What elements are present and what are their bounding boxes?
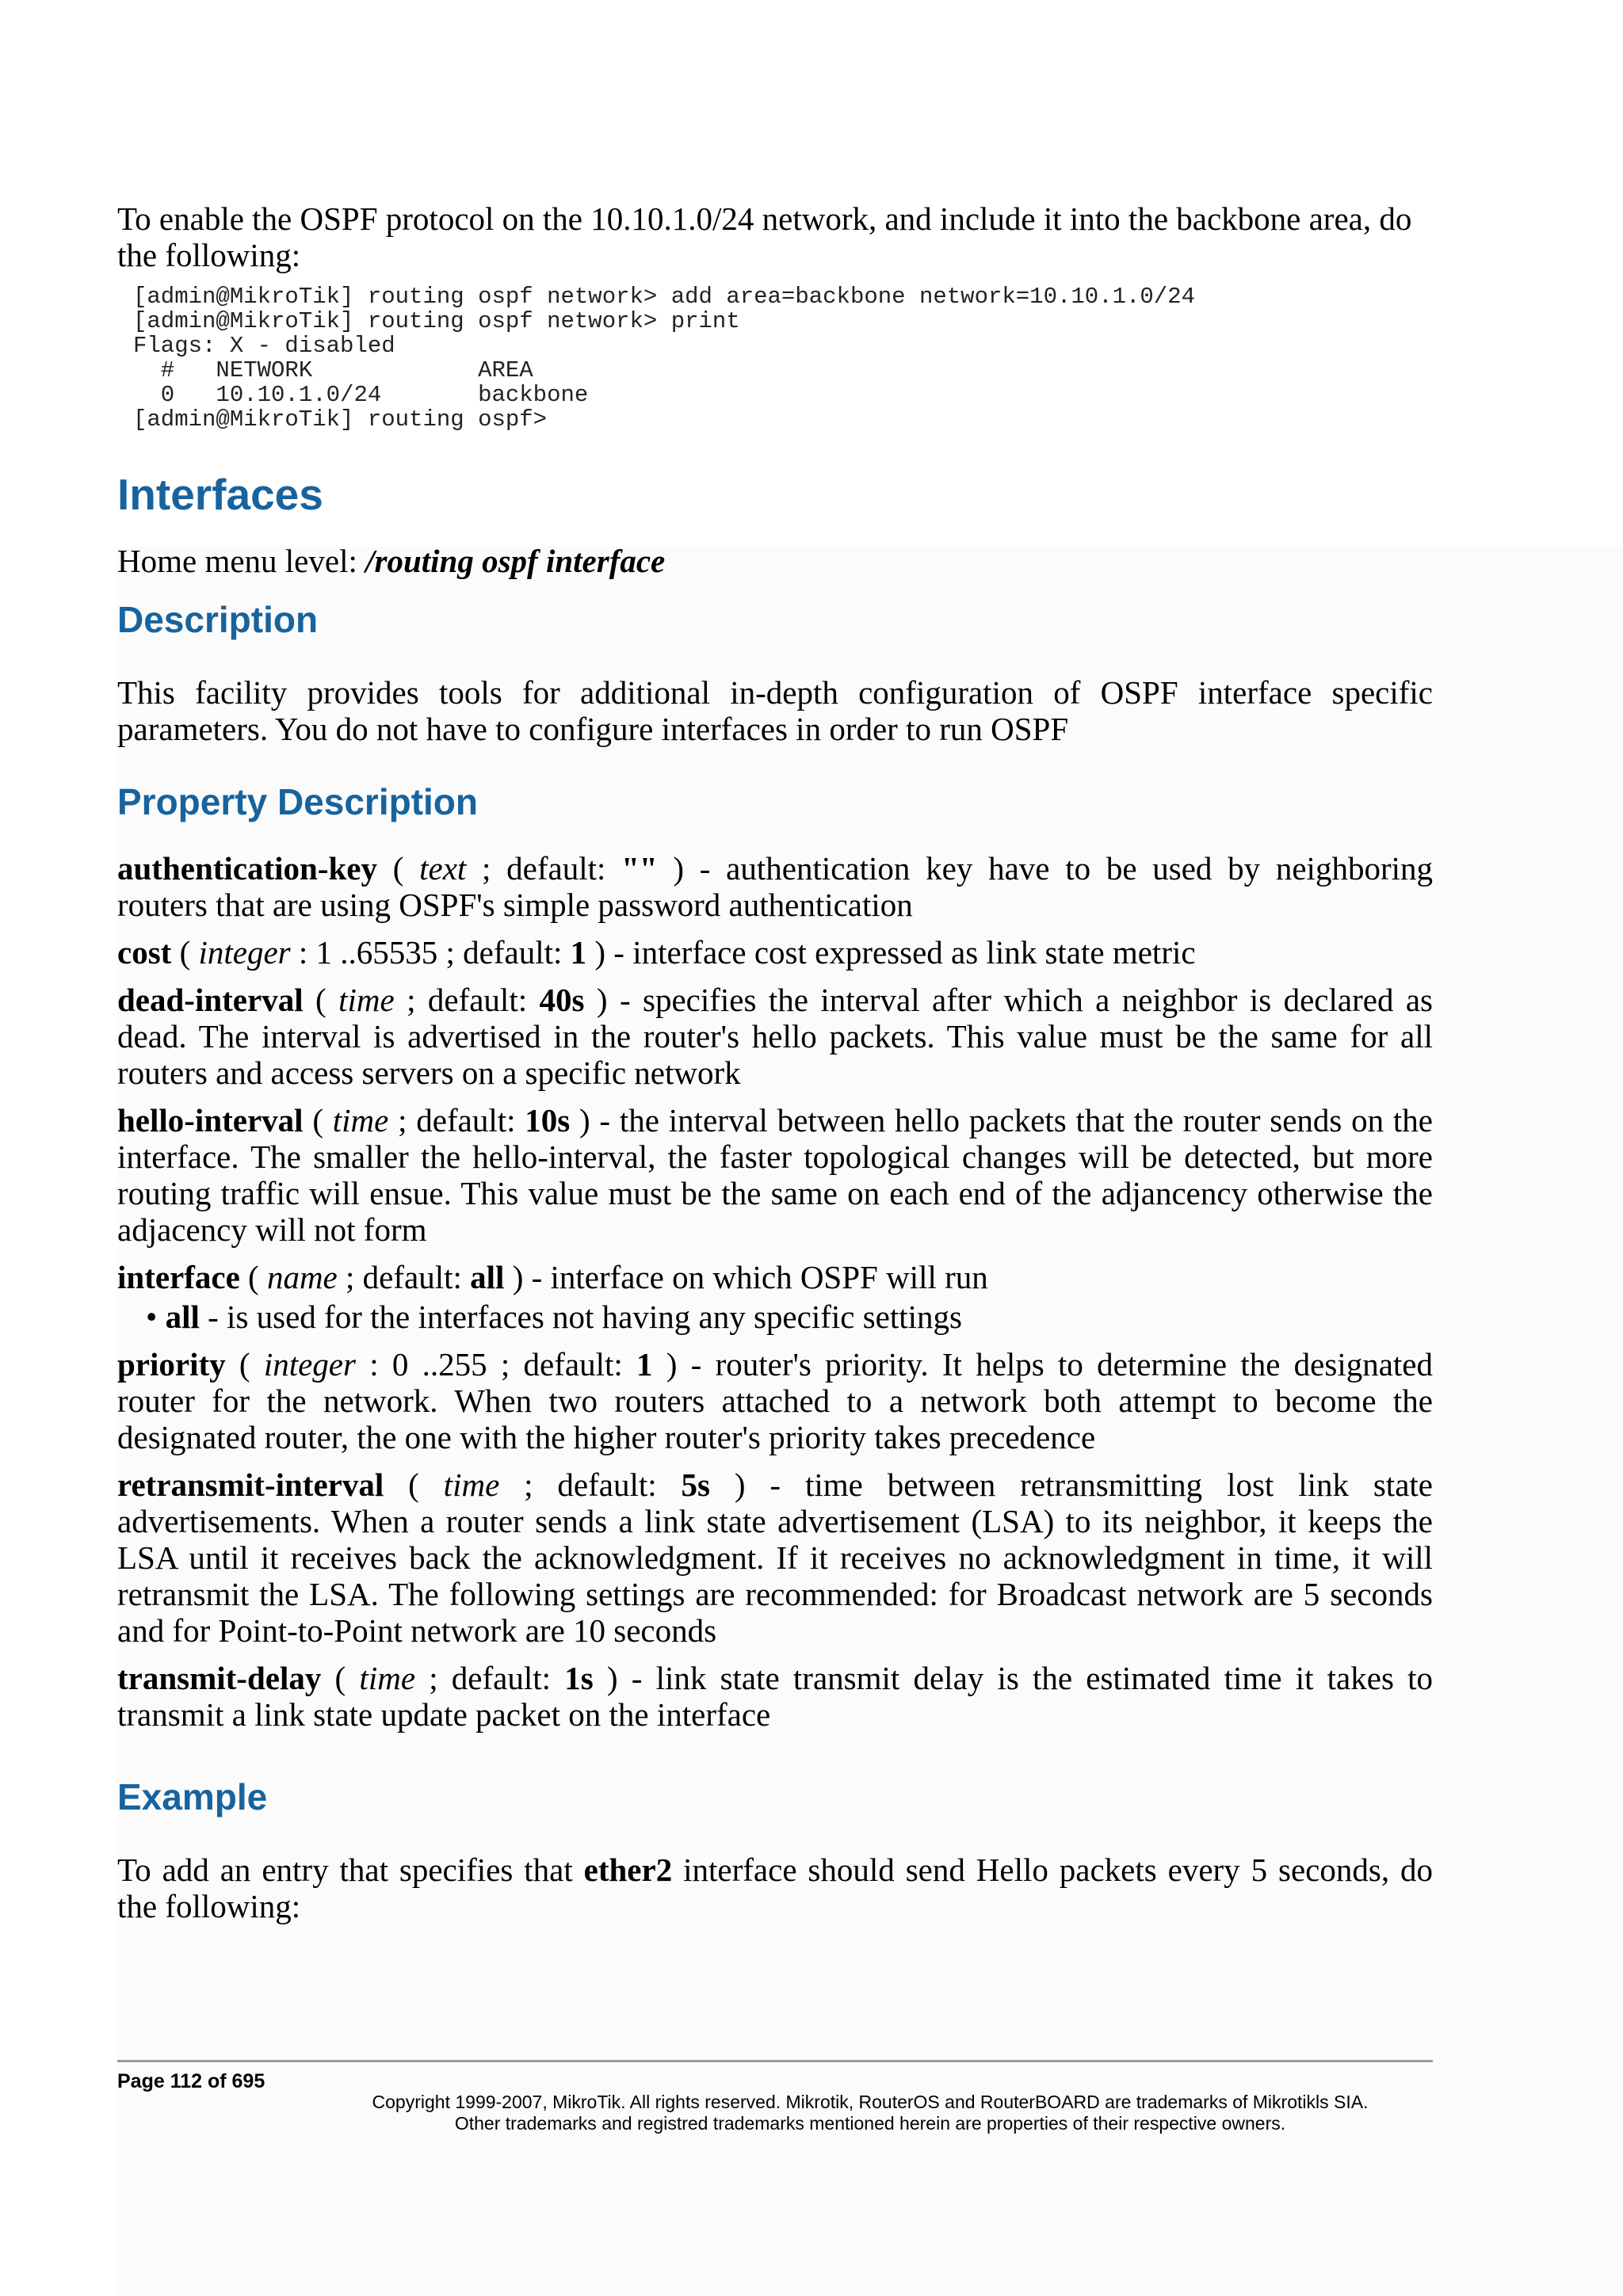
property-description-text: ) - specifies the interval after which a neighbor is declared as <box>584 982 1434 1018</box>
property-description-text: ) - router's priority. It helps to determine the designated <box>652 1346 1433 1383</box>
option-value: all <box>165 1299 200 1335</box>
code-line: [admin@MikroTik] routing ospf network> add area=backbone network=10.10.1.0/24 <box>133 284 1196 310</box>
bullet-icon: • <box>146 1299 166 1335</box>
property-retransmit-interval <box>117 1466 1433 1649</box>
property-type: integer <box>198 934 291 971</box>
code-line: [admin@MikroTik] routing ospf network> print <box>133 308 740 334</box>
property-default: 1 <box>636 1346 653 1383</box>
footer-divider <box>117 2060 1433 2062</box>
property-header: priority ( integer : 0 ..255 ; default: 1 ) - router's priority. It helps to determine the designated <box>117 1346 1433 1383</box>
code-block <box>117 284 1433 432</box>
property-description-line: router for the network. When two routers attached to a network both attempt to become the <box>117 1383 1433 1419</box>
property-header: authentication-key ( text ; default: "" ) - authentication key have to be used by neighboring <box>117 850 1433 887</box>
property-header: retransmit-interval ( time ; default: 5s ) - time between retransmitting lost link state <box>117 1466 1433 1503</box>
property-default: 5s <box>681 1466 710 1503</box>
example-heading: Example <box>117 1776 268 1817</box>
property-description-line: LSA until it receives back the acknowledgment. If it receives no acknowledgment in time, it will <box>117 1539 1433 1576</box>
property-list <box>117 850 1433 1733</box>
property-description-text: ) - time between retransmitting lost link state <box>710 1466 1433 1503</box>
property-description-text: ) - link state transmit delay is the estimated time it takes to <box>593 1660 1434 1696</box>
property-header: hello-interval ( time ; default: 10s ) - the interval between hello packets that the router sends on the <box>117 1102 1433 1138</box>
property-name: dead-interval <box>117 982 304 1018</box>
property-name: hello-interval <box>117 1102 304 1138</box>
example-line-2: the following: <box>117 1888 301 1924</box>
property-default: "" <box>621 850 658 887</box>
property-description-line: dead. The interval is advertised in the router's hello packets. This value must be the same for all <box>117 1018 1433 1055</box>
property-description-line: transmit a link state update packet on the interface <box>117 1696 771 1733</box>
example-interface-name: ether2 <box>583 1852 673 1888</box>
property-header: dead-interval ( time ; default: 40s ) - specifies the interval after which a neighbor is declared as <box>117 982 1434 1018</box>
property-type: integer <box>263 1346 356 1383</box>
property-type: name <box>266 1259 338 1295</box>
property-authentication-key <box>117 850 1433 923</box>
property-type: time <box>338 982 395 1018</box>
code-line: Flags: X - disabled <box>133 333 395 359</box>
property-header: cost ( integer : 1 ..65535 ; default: 1 ) - interface cost expressed as link state metric <box>117 934 1196 971</box>
property-description-text: ) - interface cost expressed as link state metric <box>586 934 1196 971</box>
property-name: transmit-delay <box>117 1660 322 1696</box>
code-line: # NETWORK AREA <box>133 357 533 383</box>
property-dead-interval <box>117 982 1433 1091</box>
property-description-text: ) - the interval between hello packets that the router sends on the <box>570 1102 1433 1138</box>
menu-path: /routing ospf interface <box>365 543 666 579</box>
property-description-text: ) - authentication key have to be used by neighboring <box>657 850 1433 887</box>
example-line-1: To add an entry that specifies that ether2 interface should send Hello packets every 5 seconds, do <box>117 1852 1433 1888</box>
property-name: cost <box>117 934 172 971</box>
property-description-heading: Property Description <box>117 781 478 822</box>
property-name: retransmit-interval <box>117 1466 384 1503</box>
property-description-line: advertisements. When a router sends a link state advertisement (LSA) to its neighbor, it keeps the <box>117 1503 1433 1539</box>
description-heading: Description <box>117 599 319 640</box>
property-description-line: retransmit the LSA. The following settings are recommended: for Broadcast network are 5 seconds <box>117 1576 1433 1612</box>
property-range: : 0 ..255 <box>355 1346 487 1383</box>
property-hello-interval <box>117 1102 1433 1248</box>
footer-copyright: Copyright 1999-2007, MikroTik. All rights reserved. Mikrotik, RouterOS and RouterBOARD are trademarks of Mikrotikls SIA. Other trademarks and registred trademarks mentioned herein are properties of their respective owners. <box>372 2092 1369 2134</box>
home-menu-level: Home menu level: /routing ospf interface <box>117 543 666 579</box>
property-name: priority <box>117 1346 226 1383</box>
code-line: [admin@MikroTik] routing ospf> <box>133 406 548 433</box>
property-description-line: routing traffic will ensue. This value must be the same on each end of the adjancency otherwise the <box>117 1175 1433 1211</box>
intro-line-1: To enable the OSPF protocol on the 10.10.1.0/24 network, and include it into the backbone area, do <box>117 200 1412 237</box>
property-option-bullet <box>117 1299 1433 1335</box>
page-number: Page 112 of 695 <box>117 2070 265 2092</box>
property-description-line: interface. The smaller the hello-interval, the faster topological changes will be detected, but more <box>117 1138 1433 1175</box>
property-transmit-delay <box>117 1660 1433 1733</box>
property-name: interface <box>117 1259 240 1295</box>
property-header: transmit-delay ( time ; default: 1s ) - link state transmit delay is the estimated time it takes to <box>117 1660 1434 1696</box>
property-description-line: designated router, the one with the higher router's priority takes precedence <box>117 1419 1096 1455</box>
description-line-2: parameters. You do not have to configure interfaces in order to run OSPF <box>117 711 1069 747</box>
property-default: all <box>470 1259 505 1295</box>
option-description: - is used for the interfaces not having any specific settings <box>199 1299 962 1335</box>
property-type: time <box>332 1102 389 1138</box>
property-default: 1s <box>564 1660 594 1696</box>
property-default: 10s <box>525 1102 571 1138</box>
property-default: 1 <box>570 934 587 971</box>
property-priority <box>117 1346 1433 1455</box>
property-header: interface ( name ; default: all ) - interface on which OSPF will run <box>117 1259 988 1295</box>
property-default: 40s <box>539 982 585 1018</box>
property-interface <box>117 1259 1433 1335</box>
interfaces-heading: Interfaces <box>117 470 323 519</box>
property-type: time <box>443 1466 500 1503</box>
description-line-1: This facility provides tools for additional in-depth configuration of OSPF interface specific <box>117 674 1433 711</box>
property-type: text <box>419 850 467 887</box>
property-description-line: and for Point-to-Point network are 10 seconds <box>117 1612 717 1649</box>
document-page <box>117 0 1433 1924</box>
property-description-line: adjacency will not form <box>117 1211 427 1248</box>
property-description-line: routers that are using OSPF's simple password authentication <box>117 887 913 923</box>
code-line: 0 10.10.1.0/24 backbone <box>133 382 589 408</box>
intro-line-2: the following: <box>117 237 301 273</box>
property-type: time <box>359 1660 416 1696</box>
property-description-text: ) - interface on which OSPF will run <box>504 1259 988 1295</box>
property-name: authentication-key <box>117 850 377 887</box>
property-cost <box>117 934 1433 971</box>
property-range: : 1 ..65535 <box>290 934 438 971</box>
property-description-line: routers and access servers on a specific network <box>117 1055 741 1091</box>
